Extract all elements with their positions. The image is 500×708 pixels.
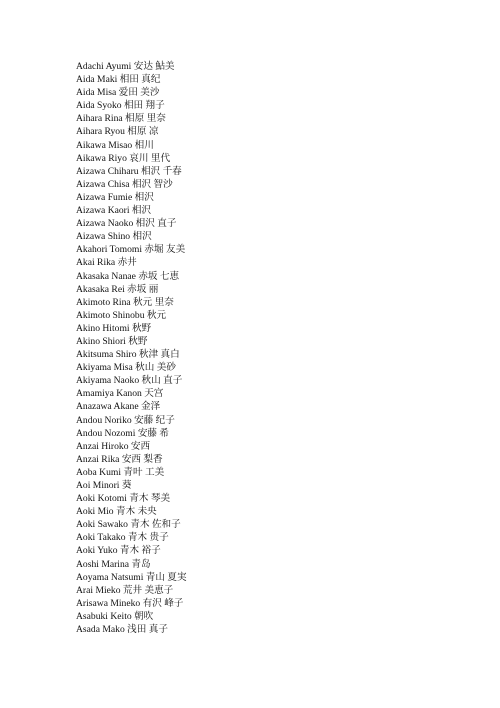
name-entry: Aizawa Kaori 相沢 <box>76 205 152 217</box>
name-entry: Aida Maki 相田 真纪 <box>76 74 161 86</box>
name-entry: Aihara Rina 相原 里奈 <box>76 113 166 125</box>
name-entry: Akiyama Naoko 秋山 直子 <box>76 375 183 387</box>
name-entry: Aoki Yuko 青木 裕子 <box>76 545 161 557</box>
name-entry: Aikawa Riyo 哀川 里代 <box>76 152 171 164</box>
name-entry: Aizawa Shino 相沢 <box>76 231 152 243</box>
name-entry: Aoki Sawako 青木 佐和子 <box>76 519 181 531</box>
name-entry: Andou Nozomi 安藤 希 <box>76 427 170 439</box>
name-entry: Anzai Hiroko 安西 <box>76 440 151 452</box>
name-entry: Akitsuma Shiro 秋津 真白 <box>76 349 180 361</box>
name-entry: Asabuki Keito 朝吹 <box>76 610 154 622</box>
name-entry: Akasaka Nanae 赤坂 七恵 <box>76 270 180 282</box>
name-entry: Aizawa Chiharu 相沢 千春 <box>76 165 182 177</box>
name-entry: Anzai Rika 安西 梨香 <box>76 453 163 465</box>
name-list <box>76 60 187 636</box>
name-entry: Aida Misa 爱田 美沙 <box>76 87 160 99</box>
name-entry: Aihara Ryou 相原 凉 <box>76 126 159 138</box>
name-entry: Arisawa Mineko 有沢 峰子 <box>76 597 184 609</box>
name-entry: Akino Shiori 秋野 <box>76 335 148 347</box>
name-entry: Aoi Minori 葵 <box>76 480 132 491</box>
name-entry: Akimoto Rina 秋元 里奈 <box>76 296 174 308</box>
name-entry: Aikawa Misao 相川 <box>76 139 154 151</box>
name-entry: Aida Syoko 相田 翔子 <box>76 100 165 112</box>
name-entry: Adachi Ayumi 安达 鮎美 <box>76 61 175 72</box>
name-entry: Akahori Tomomi 赤堀 友美 <box>76 244 186 256</box>
name-entry: Aizawa Naoko 相沢 直子 <box>76 218 177 230</box>
name-entry: Anazawa Akane 金泽 <box>76 401 161 413</box>
name-entry: Aoyama Natsumi 青山 夏実 <box>76 571 187 583</box>
name-entry: Akasaka Rei 赤坂 丽 <box>76 283 159 295</box>
name-entry: Akimoto Shinobu 秋元 <box>76 309 167 321</box>
name-entry: Akai Rika 赤井 <box>76 257 137 269</box>
name-entry: Aoki Kotomi 青木 琴美 <box>76 493 171 505</box>
name-entry: Asada Mako 浅田 真子 <box>76 624 168 636</box>
name-entry: Aoshi Marina 青岛 <box>76 558 151 570</box>
name-entry: Arai Mieko 荒井 美恵子 <box>76 584 174 596</box>
name-entry: Amamiya Kanon 天宫 <box>76 388 164 400</box>
name-entry: Aoba Kumi 青叶 工美 <box>76 466 165 478</box>
name-entry: Aizawa Chisa 相沢 智沙 <box>76 178 173 190</box>
name-entry: Aizawa Fumie 相沢 <box>76 191 154 203</box>
name-entry: Aoki Takako 青木 贵子 <box>76 532 169 544</box>
name-entry: Andou Noriko 安藤 纪子 <box>76 414 175 426</box>
name-entry: Akiyama Misa 秋山 美砂 <box>76 362 176 374</box>
name-entry: Akino Hitomi 秋野 <box>76 322 152 334</box>
name-entry: Aoki Mio 青木 未央 <box>76 506 157 518</box>
